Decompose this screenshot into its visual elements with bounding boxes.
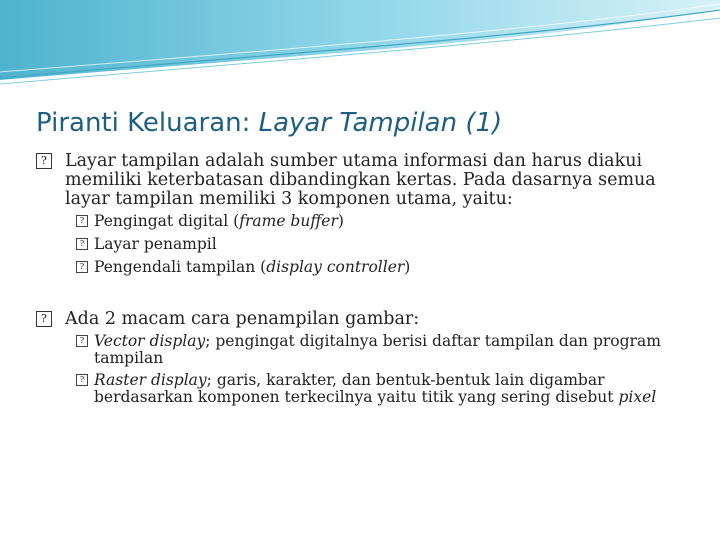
header-wave-decoration xyxy=(0,0,720,90)
slide-title: Piranti Keluaran: Layar Tampilan (1) xyxy=(36,108,503,138)
sub-list-2 xyxy=(36,333,686,406)
bullet-box-icon: ? xyxy=(76,215,88,227)
sub-list-1 xyxy=(36,213,686,276)
bullet-main-2: ? Ada 2 macam cara penampilan gambar: xyxy=(36,310,686,329)
list-item: ? Layar penampil xyxy=(36,236,686,253)
list-item: ? Raster display; garis, karakter, dan bentuk-bentuk lain digambar berdasarkan komponen terkecilnya yaitu titik yang sering disebut pixel xyxy=(36,372,686,406)
bullet-box-icon: ? xyxy=(76,335,88,347)
slide-body xyxy=(36,152,686,411)
bullet-box-icon: ? xyxy=(76,238,88,250)
list-item: ? Vector display; pengingat digitalnya berisi daftar tampilan dan program tampilan xyxy=(36,333,686,367)
bullet-main-1: ? Layar tampilan adalah sumber utama informasi dan harus diakui memiliki keterbatasan dibandingkan kertas. Pada dasarnya semua layar tampilan memiliki 3 komponen utama, yaitu: xyxy=(36,152,686,209)
bullet-box-icon: ? xyxy=(36,311,52,327)
list-item: ? Pengingat digital (frame buffer) xyxy=(36,213,686,230)
list-item: ? Pengendali tampilan (display controller) xyxy=(36,259,686,276)
bullet-box-icon: ? xyxy=(36,153,52,169)
bullet-box-icon: ? xyxy=(76,374,88,386)
bullet-box-icon: ? xyxy=(76,261,88,273)
